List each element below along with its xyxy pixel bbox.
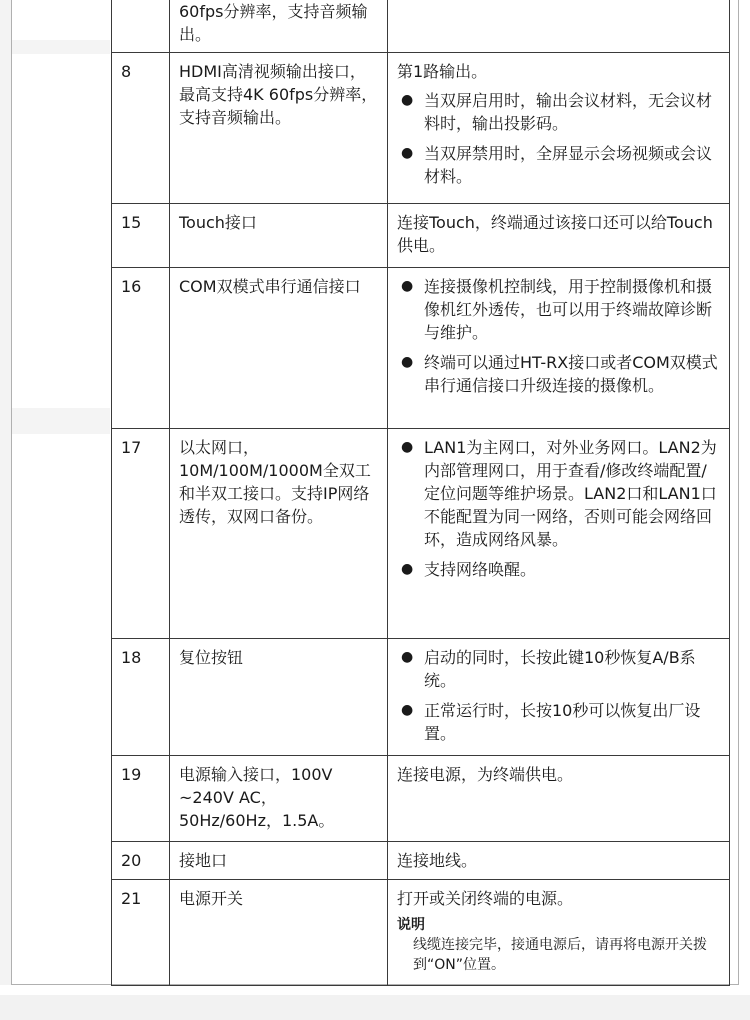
interface-description (388, 268, 730, 429)
bullet-icon: ● (401, 278, 414, 294)
table-row (112, 268, 730, 429)
interface-name: 电源开关 (170, 880, 388, 986)
page-bottom-margin (0, 995, 750, 1020)
bullet-icon: ● (401, 354, 414, 370)
interface-name: Touch接口 (170, 204, 388, 268)
description-text: 打开或关闭终端的电源。 (397, 889, 574, 908)
page-shade (12, 40, 110, 54)
interface-name: COM双模式串行通信接口 (170, 268, 388, 429)
interface-name: 接地口 (170, 842, 388, 880)
bullet-icon: ● (401, 702, 414, 718)
table-row (112, 0, 730, 53)
interface-spec-table (111, 0, 730, 986)
interface-description: 连接Touch，终端通过该接口还可以给Touch供电。 (388, 204, 730, 268)
bullet-icon: ● (401, 439, 414, 455)
interface-name: 电源输入接口，100V ~240V AC，50Hz/60Hz，1.5A。 (170, 756, 388, 842)
interface-description: 连接电源，为终端供电。 (388, 756, 730, 842)
list-item-text: 当双屏禁用时，全屏显示会场视频或会议材料。 (424, 144, 713, 186)
row-number: 16 (112, 268, 170, 429)
table-row (112, 53, 730, 204)
list-item (397, 351, 720, 397)
row-number: 17 (112, 429, 170, 639)
row-number: 15 (112, 204, 170, 268)
page-shade (12, 408, 110, 434)
note-body: 线缆连接完毕，接通电源后，请再将电源开关拨到“ON”位置。 (413, 937, 707, 973)
page-left-margin (0, 0, 11, 985)
list-item (397, 646, 720, 692)
row-number (112, 0, 170, 53)
interface-description (388, 0, 730, 53)
description-text: 第1路输出。 (397, 62, 488, 81)
list-item (397, 142, 720, 188)
list-item (397, 699, 720, 745)
bullet-icon: ● (401, 561, 414, 577)
row-number: 21 (112, 880, 170, 986)
outer-first-column (12, 0, 112, 984)
interface-name: 以太网口，10M/100M/1000M全双工和半双工接口。支持IP网络透传，双网口备份。 (170, 429, 388, 639)
list-item-text: 支持网络唤醒。 (424, 560, 537, 579)
list-item-text: 连接摄像机控制线，用于控制摄像机和摄像机红外透传，也可以用于终端故障诊断与维护。 (424, 277, 713, 342)
list-item (397, 436, 720, 551)
bullet-icon: ● (401, 92, 414, 108)
interface-name: 复位按钮 (170, 639, 388, 756)
row-number: 8 (112, 53, 170, 204)
interface-name: 60fps分辨率，支持音频输出。 (170, 0, 388, 53)
bullet-icon: ● (401, 145, 414, 161)
list-item-text: 启动的同时，长按此键10秒恢复A/B系统。 (424, 648, 696, 690)
list-item (397, 89, 720, 135)
list-item-text: LAN1为主网口，对外业务网口。LAN2为内部管理网口，用于查看/修改终端配置/定位问题等维护场景。LAN2口和LAN1口不能配置为同一网络，否则可能会网络回环，造成网络风暴。 (424, 438, 717, 549)
interface-description (388, 429, 730, 639)
row-number: 20 (112, 842, 170, 880)
table-row (112, 756, 730, 842)
interface-description (388, 53, 730, 204)
row-number: 18 (112, 639, 170, 756)
interface-name: HDMI高清视频输出接口，最高支持4K 60fps分辨率，支持音频输出。 (170, 53, 388, 204)
bullet-icon: ● (401, 649, 414, 665)
table-row (112, 429, 730, 639)
interface-description (388, 880, 730, 986)
row-number: 19 (112, 756, 170, 842)
list-item-text: 终端可以通过HT-RX接口或者COM双模式串行通信接口升级连接的摄像机。 (424, 353, 718, 395)
list-item (397, 558, 720, 581)
list-item-text: 正常运行时，长按10秒可以恢复出厂设置。 (424, 701, 701, 743)
note-title: 说明 (397, 917, 425, 933)
list-item (397, 275, 720, 344)
interface-description (388, 639, 730, 756)
interface-description: 连接地线。 (388, 842, 730, 880)
table-row (112, 842, 730, 880)
list-item-text: 当双屏启用时，输出会议材料，无会议材料时，输出投影码。 (424, 91, 713, 133)
table-row (112, 204, 730, 268)
table-row (112, 880, 730, 986)
table-row (112, 639, 730, 756)
